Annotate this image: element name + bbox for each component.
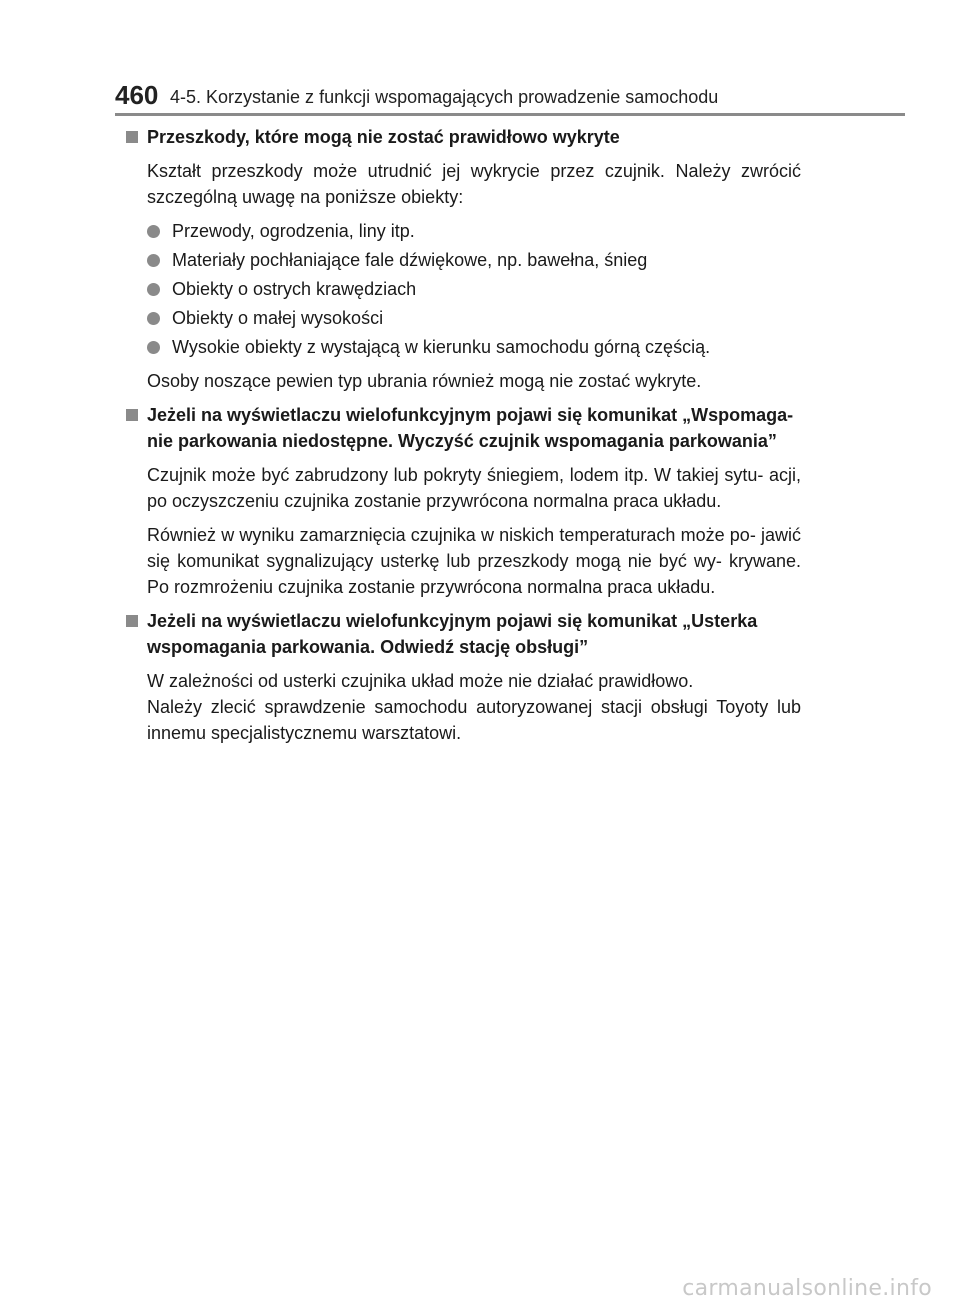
section-heading — [125, 608, 801, 660]
list-item — [147, 218, 801, 244]
round-bullet-icon — [147, 254, 160, 267]
obstacle-list — [125, 218, 801, 360]
section-assist-malfunction — [125, 608, 801, 746]
chapter-title: 4-5. Korzystanie z funkcji wspomagających prowadzenie samochodu — [170, 87, 719, 107]
section-paragraph: Czujnik może być zabrudzony lub pokryty śniegiem, lodem itp. W takiej sytu- acji, po oczyszczeniu czujnika zostanie przywrócona normalna praca układu. — [147, 465, 801, 511]
square-bullet-icon — [126, 409, 138, 421]
list-item-text: Obiekty o małej wysokości — [172, 308, 384, 328]
list-item-text: Przewody, ogrodzenia, liny itp. — [172, 221, 415, 241]
header-divider — [115, 113, 905, 116]
list-item — [147, 305, 801, 331]
section-undetected-obstacles — [125, 124, 801, 394]
list-item — [147, 247, 801, 273]
section-outro: Osoby noszące pewien typ ubrania również mogą nie zostać wykryte. — [147, 371, 702, 391]
round-bullet-icon — [147, 283, 160, 296]
round-bullet-icon — [147, 225, 160, 238]
site-watermark: carmanualsonline.info — [682, 1276, 932, 1301]
round-bullet-icon — [147, 312, 160, 325]
section-heading — [125, 402, 801, 454]
section-heading-text: Jeżeli na wyświetlaczu wielofunkcyjnym pojawi się komunikat „Usterka wspomagania parkowania. Odwiedź stację obsługi” — [147, 611, 758, 657]
page-header — [115, 80, 905, 114]
list-item-text: Obiekty o ostrych krawędziach — [172, 279, 417, 299]
section-paragraph: Należy zlecić sprawdzenie samochodu autoryzowanej stacji obsługi Toyoty lub innemu specjalistycznemu warsztatowi. — [147, 697, 801, 743]
square-bullet-icon — [126, 131, 138, 143]
section-heading-text: Jeżeli na wyświetlaczu wielofunkcyjnym pojawi się komunikat „Wspomaga- nie parkowania niedostępne. Wyczyść czujnik wspomagania parkowania” — [147, 405, 794, 451]
list-item-text: Wysokie obiekty z wystającą w kierunku samochodu górną częścią. — [172, 337, 711, 357]
section-intro: Kształt przeszkody może utrudnić jej wykrycie przez czujnik. Należy zwrócić szczególną uwagę na poniższe obiekty: — [147, 161, 801, 207]
section-paragraph: W zależności od usterki czujnika układ może nie działać prawidłowo. — [147, 671, 694, 691]
section-heading — [125, 124, 801, 150]
page-content — [125, 124, 801, 754]
section-assist-unavailable — [125, 402, 801, 600]
list-item-text: Materiały pochłaniające fale dźwiękowe, np. bawełna, śnieg — [172, 250, 648, 270]
list-item — [147, 276, 801, 302]
page-number: 460 — [115, 80, 159, 110]
square-bullet-icon — [126, 615, 138, 627]
section-paragraph: Również w wyniku zamarznięcia czujnika w niskich temperaturach może po- jawić się komunikat sygnalizujący usterkę lub przeszkody mogą nie być wy- krywane. Po rozmrożeniu czujnika zostanie przywrócona normalna praca układu. — [147, 525, 801, 597]
section-heading-text: Przeszkody, które mogą nie zostać prawidłowo wykryte — [147, 127, 620, 147]
round-bullet-icon — [147, 341, 160, 354]
list-item — [147, 334, 801, 360]
